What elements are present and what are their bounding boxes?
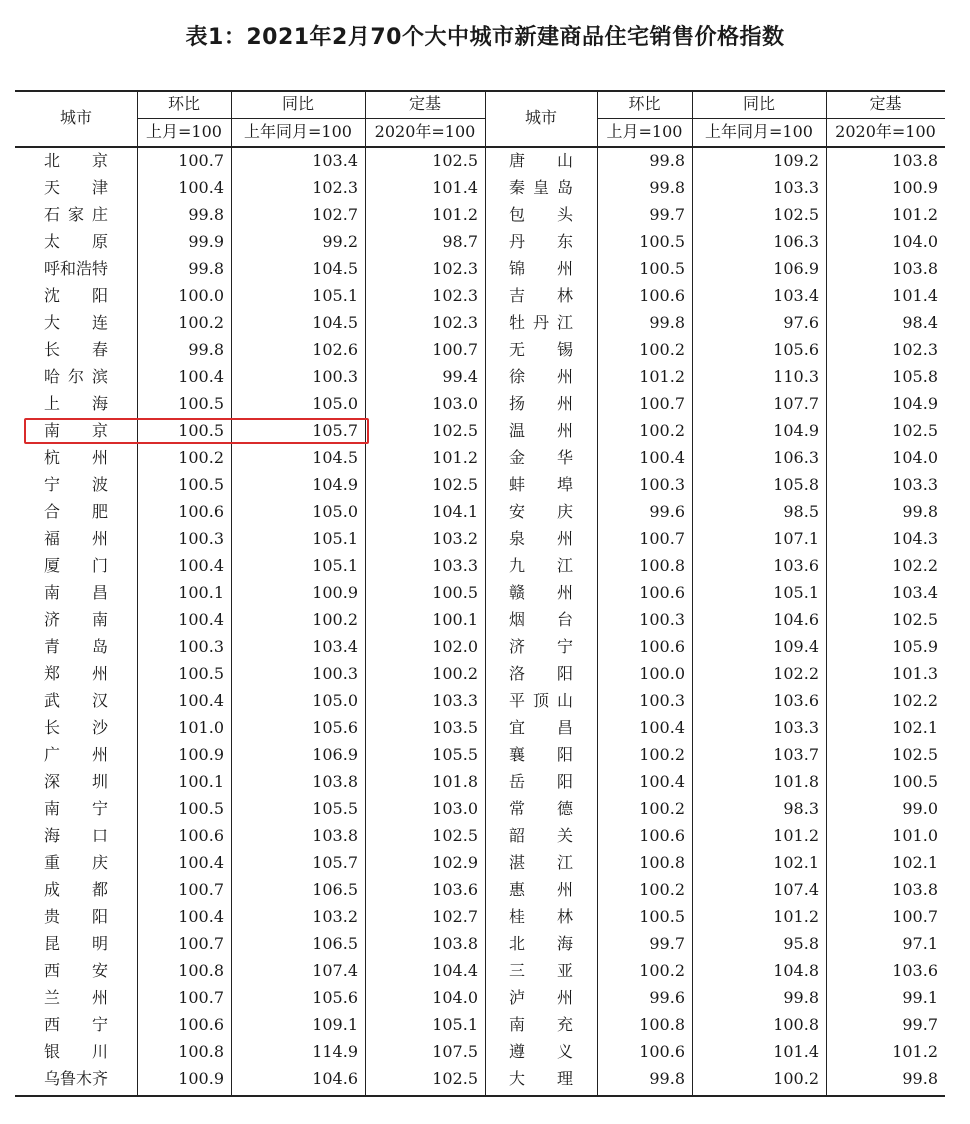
table-row-mom: 99.6 <box>649 988 685 1007</box>
table-row-city: 昆 明 <box>43 934 108 953</box>
table-row-fixed: 103.3 <box>432 556 478 575</box>
table-row-city: 兰 州 <box>43 988 108 1007</box>
header-yoy-left: 同比 <box>281 94 314 113</box>
table-row-fixed: 103.3 <box>892 475 938 494</box>
table-row-yoy: 105.1 <box>773 583 819 602</box>
table-row-fixed: 98.4 <box>902 313 938 332</box>
table-row-mom: 100.8 <box>639 556 685 575</box>
table-row-fixed: 100.7 <box>432 340 478 359</box>
table-row-city: 厦 门 <box>43 556 108 575</box>
table-row-city: 上 海 <box>43 394 108 413</box>
table-row-city: 安 庆 <box>508 502 573 521</box>
table-row-city: 襄 阳 <box>508 745 573 764</box>
table-row-yoy: 105.7 <box>312 421 358 440</box>
highlight-box <box>24 418 369 444</box>
table-row-city: 烟 台 <box>508 610 573 629</box>
table-row-yoy: 100.2 <box>773 1069 819 1088</box>
table-row-fixed: 102.7 <box>432 907 478 926</box>
table-row-city: 秦 皇 岛 <box>508 178 573 197</box>
table-row-city: 哈 尔 滨 <box>43 367 108 386</box>
header-mom-base-right: 上月=100 <box>606 122 683 141</box>
table-row-yoy: 109.4 <box>773 637 819 656</box>
table-row-mom: 100.7 <box>178 880 224 899</box>
table-row-yoy: 103.4 <box>773 286 819 305</box>
table-row-fixed: 100.5 <box>892 772 938 791</box>
table-row-yoy: 105.7 <box>312 853 358 872</box>
table-row-mom: 100.1 <box>178 583 224 602</box>
table-row-mom: 99.8 <box>649 1069 685 1088</box>
table-row-city: 西 宁 <box>43 1015 108 1034</box>
table-row-fixed: 103.5 <box>432 718 478 737</box>
table-row-mom: 100.3 <box>178 637 224 656</box>
table-row-yoy: 102.6 <box>312 340 358 359</box>
table-row-yoy: 101.4 <box>773 1042 819 1061</box>
table-row-city: 宁 波 <box>43 475 108 494</box>
table-row-mom: 100.7 <box>639 529 685 548</box>
table-row-mom: 100.9 <box>178 1069 224 1088</box>
table-row-fixed: 103.3 <box>432 691 478 710</box>
table-row-fixed: 99.0 <box>902 799 938 818</box>
table-row-city: 唐 山 <box>508 151 573 170</box>
table-row-mom: 99.7 <box>649 934 685 953</box>
table-row-fixed: 102.1 <box>892 853 938 872</box>
table-row-yoy: 109.1 <box>312 1015 358 1034</box>
table-row-fixed: 103.8 <box>432 934 478 953</box>
header-city-left: 城市 <box>59 108 92 127</box>
table-row-city: 南 京 <box>43 421 108 440</box>
table-row-city: 重 庆 <box>43 853 108 872</box>
header-mom-base-left: 上月=100 <box>146 122 222 141</box>
table-row-fixed: 101.8 <box>432 772 478 791</box>
table-row-fixed: 105.5 <box>432 745 478 764</box>
table-row-yoy: 100.2 <box>312 610 358 629</box>
table-row-mom: 100.7 <box>639 394 685 413</box>
table-row-city: 石 家 庄 <box>43 205 108 224</box>
table-row-mom: 100.0 <box>639 664 685 683</box>
table-row-fixed: 101.2 <box>892 205 938 224</box>
table-row-yoy: 106.9 <box>773 259 819 278</box>
table-row-mom: 100.2 <box>639 340 685 359</box>
table-row-city: 惠 州 <box>508 880 573 899</box>
table-row-fixed: 105.1 <box>432 1015 478 1034</box>
table-row-mom: 100.3 <box>639 475 685 494</box>
table-row-yoy: 103.2 <box>312 907 358 926</box>
table-row-fixed: 103.2 <box>432 529 478 548</box>
table-row-yoy: 105.5 <box>312 799 358 818</box>
table-row-city: 丹 东 <box>508 232 573 251</box>
table-row-fixed: 103.4 <box>892 583 938 602</box>
table-row-city: 无 锡 <box>508 340 573 359</box>
table-row-mom: 100.7 <box>178 151 224 170</box>
table-row-mom: 100.6 <box>639 286 685 305</box>
table-row-mom: 100.7 <box>178 988 224 1007</box>
table-row-yoy: 106.5 <box>312 934 358 953</box>
table-row-mom: 100.3 <box>639 691 685 710</box>
table-row-yoy: 105.0 <box>312 394 358 413</box>
table-row-fixed: 103.8 <box>892 259 938 278</box>
table-row-city: 牡 丹 江 <box>508 313 573 332</box>
table-row-yoy: 100.3 <box>312 664 358 683</box>
table-row-city: 广 州 <box>43 745 108 764</box>
table-row-city: 扬 州 <box>508 394 573 413</box>
table-row-fixed: 101.0 <box>892 826 938 845</box>
table-row-yoy: 104.5 <box>312 448 358 467</box>
table-row-yoy: 107.7 <box>773 394 819 413</box>
table-row-yoy: 107.4 <box>312 961 358 980</box>
table-row-yoy: 103.3 <box>773 178 819 197</box>
header-fixed-base-right: 2020年=100 <box>835 122 936 141</box>
table-row-city: 包 头 <box>508 205 573 224</box>
table-row-fixed: 100.1 <box>432 610 478 629</box>
header-yoy-base-right: 上年同月=100 <box>705 122 813 141</box>
table-row-fixed: 105.8 <box>892 367 938 386</box>
table-row-city: 银 川 <box>43 1042 108 1061</box>
header-fixed-left: 定基 <box>408 94 441 113</box>
table-row-yoy: 101.2 <box>773 826 819 845</box>
table-row-yoy: 100.9 <box>312 583 358 602</box>
table-row-fixed: 104.9 <box>892 394 938 413</box>
table-row-city: 济 宁 <box>508 637 573 656</box>
table-row-mom: 100.7 <box>178 934 224 953</box>
table-row-mom: 100.4 <box>178 691 224 710</box>
table-row-yoy: 100.8 <box>773 1015 819 1034</box>
table-row-fixed: 97.1 <box>902 934 938 953</box>
table-row-mom: 101.2 <box>639 367 685 386</box>
table-row-city: 西 安 <box>43 961 108 980</box>
table-row-city: 福 州 <box>43 529 108 548</box>
table-row-yoy: 103.7 <box>773 745 819 764</box>
table-row-mom: 99.9 <box>188 232 224 251</box>
table-row-city: 宜 昌 <box>508 718 573 737</box>
table-row-city: 赣 州 <box>508 583 573 602</box>
table-row-mom: 100.5 <box>178 421 224 440</box>
table-row-yoy: 107.1 <box>773 529 819 548</box>
table-row-mom: 100.6 <box>639 637 685 656</box>
table-row-fixed: 99.1 <box>902 988 938 1007</box>
table-row-yoy: 109.2 <box>773 151 819 170</box>
table-row-city: 湛 江 <box>508 853 573 872</box>
table-row-mom: 100.5 <box>639 259 685 278</box>
table-row-city: 海 口 <box>43 826 108 845</box>
table-row-mom: 100.4 <box>178 178 224 197</box>
table-row-mom: 100.5 <box>178 799 224 818</box>
table-row-fixed: 103.8 <box>892 880 938 899</box>
table-row-fixed: 104.4 <box>432 961 478 980</box>
table-row-yoy: 104.8 <box>773 961 819 980</box>
table-row-city: 金 华 <box>508 448 573 467</box>
table-row-mom: 100.2 <box>639 961 685 980</box>
table-row-mom: 99.7 <box>649 205 685 224</box>
table-row-fixed: 104.0 <box>432 988 478 1007</box>
table-row-fixed: 102.3 <box>432 313 478 332</box>
table-row-yoy: 104.5 <box>312 259 358 278</box>
table-row-fixed: 99.8 <box>902 1069 938 1088</box>
table-row-city: 北 海 <box>508 934 573 953</box>
header-fixed-right: 定基 <box>869 94 902 113</box>
rule-bottom <box>15 1095 945 1097</box>
table-row-fixed: 102.5 <box>892 610 938 629</box>
table-row-fixed: 102.5 <box>432 421 478 440</box>
table-row-yoy: 105.6 <box>312 718 358 737</box>
table-row-yoy: 103.4 <box>312 637 358 656</box>
table-row-fixed: 100.9 <box>892 178 938 197</box>
table-row-city: 桂 林 <box>508 907 573 926</box>
table-row-fixed: 102.5 <box>892 745 938 764</box>
table-row-yoy: 104.9 <box>773 421 819 440</box>
table-row-fixed: 100.7 <box>892 907 938 926</box>
table-row-yoy: 105.1 <box>312 286 358 305</box>
table-row-mom: 99.8 <box>649 151 685 170</box>
table-row-yoy: 102.3 <box>312 178 358 197</box>
table-row-yoy: 114.9 <box>312 1042 358 1061</box>
table-row-mom: 100.4 <box>178 367 224 386</box>
table-row-city: 天 津 <box>43 178 108 197</box>
table-row-fixed: 107.5 <box>432 1042 478 1061</box>
table-row-city: 长 沙 <box>43 718 108 737</box>
table-row-fixed: 98.7 <box>442 232 478 251</box>
table-row-city: 平 顶 山 <box>508 691 573 710</box>
table-row-mom: 100.8 <box>178 1042 224 1061</box>
table-row-mom: 101.0 <box>178 718 224 737</box>
table-row-yoy: 105.0 <box>312 691 358 710</box>
table-row-fixed: 99.8 <box>902 502 938 521</box>
table-row-mom: 100.6 <box>178 1015 224 1034</box>
table-row-mom: 100.8 <box>178 961 224 980</box>
table-row-mom: 100.4 <box>178 853 224 872</box>
table-row-city: 太 原 <box>43 232 108 251</box>
table-row-mom: 100.0 <box>178 286 224 305</box>
table-row-fixed: 102.2 <box>892 556 938 575</box>
table-row-fixed: 103.0 <box>432 394 478 413</box>
table-row-mom: 100.2 <box>639 421 685 440</box>
table-row-mom: 100.4 <box>639 448 685 467</box>
table-row-fixed: 102.3 <box>892 340 938 359</box>
table-row-yoy: 105.6 <box>773 340 819 359</box>
table-row-fixed: 102.5 <box>432 475 478 494</box>
table-row-city: 长 春 <box>43 340 108 359</box>
table-title: 表1：2021年2月70个大中城市新建商品住宅销售价格指数 <box>185 25 785 50</box>
table-row-yoy: 106.9 <box>312 745 358 764</box>
table-row-mom: 100.8 <box>639 853 685 872</box>
table-row-fixed: 102.5 <box>432 151 478 170</box>
table-row-yoy: 105.0 <box>312 502 358 521</box>
table-row-city: 北 京 <box>43 151 108 170</box>
table-row-mom: 100.4 <box>639 772 685 791</box>
table-row-fixed: 104.1 <box>432 502 478 521</box>
table-row-city: 常 德 <box>508 799 573 818</box>
table-row-fixed: 102.2 <box>892 691 938 710</box>
header-mom-right: 环比 <box>628 94 661 113</box>
table-row-yoy: 102.1 <box>773 853 819 872</box>
table-row-yoy: 103.6 <box>773 691 819 710</box>
table-row-mom: 100.6 <box>639 1042 685 1061</box>
table-row-city: 贵 阳 <box>43 907 108 926</box>
table-row-yoy: 104.6 <box>773 610 819 629</box>
table-row-fixed: 102.9 <box>432 853 478 872</box>
table-row-city: 呼和浩特 <box>43 259 108 278</box>
table-row-fixed: 105.9 <box>892 637 938 656</box>
table-row-fixed: 101.4 <box>432 178 478 197</box>
table-row-fixed: 104.3 <box>892 529 938 548</box>
table-row-mom: 100.8 <box>639 1015 685 1034</box>
table-row-mom: 100.6 <box>639 583 685 602</box>
table-row-yoy: 99.2 <box>322 232 358 251</box>
table-row-fixed: 103.0 <box>432 799 478 818</box>
table-row-fixed: 101.3 <box>892 664 938 683</box>
table-row-mom: 100.3 <box>178 529 224 548</box>
table-row-fixed: 102.1 <box>892 718 938 737</box>
table-row-mom: 99.6 <box>649 502 685 521</box>
table-row-yoy: 106.5 <box>312 880 358 899</box>
table-row-city: 济 南 <box>43 610 108 629</box>
table-row-city: 吉 林 <box>508 286 573 305</box>
table-row-yoy: 106.3 <box>773 232 819 251</box>
table-row-yoy: 102.7 <box>312 205 358 224</box>
table-row-yoy: 102.5 <box>773 205 819 224</box>
table-row-city: 沈 阳 <box>43 286 108 305</box>
table-row-yoy: 101.8 <box>773 772 819 791</box>
table-row-yoy: 105.6 <box>312 988 358 1007</box>
table-row-yoy: 104.9 <box>312 475 358 494</box>
table-row-yoy: 101.2 <box>773 907 819 926</box>
table-row-fixed: 104.0 <box>892 232 938 251</box>
table-row-city: 大 连 <box>43 313 108 332</box>
table-row-yoy: 98.5 <box>783 502 819 521</box>
table-row-mom: 100.4 <box>639 718 685 737</box>
table-row-yoy: 97.6 <box>783 313 819 332</box>
table-row-city: 乌鲁木齐 <box>43 1069 108 1088</box>
table-row-mom: 100.2 <box>639 745 685 764</box>
table-row-city: 泸 州 <box>508 988 573 1007</box>
table-row-fixed: 101.4 <box>892 286 938 305</box>
table-row-mom: 100.6 <box>178 502 224 521</box>
table-row-city: 深 圳 <box>43 772 108 791</box>
table-row-city: 徐 州 <box>508 367 573 386</box>
table-row-fixed: 102.5 <box>432 826 478 845</box>
header-fixed-base-left: 2020年=100 <box>374 122 476 141</box>
table-row-fixed: 103.6 <box>892 961 938 980</box>
table-row-mom: 100.5 <box>639 232 685 251</box>
header-mom-left: 环比 <box>167 94 200 113</box>
table-row-fixed: 103.8 <box>892 151 938 170</box>
table-row-yoy: 107.4 <box>773 880 819 899</box>
table-row-yoy: 106.3 <box>773 448 819 467</box>
table-row-city: 遵 义 <box>508 1042 573 1061</box>
table-row-city: 大 理 <box>508 1069 573 1088</box>
header-yoy-base-left: 上年同月=100 <box>244 122 352 141</box>
table-row-fixed: 102.5 <box>432 1069 478 1088</box>
table-row-mom: 100.1 <box>178 772 224 791</box>
table-row-mom: 100.5 <box>639 907 685 926</box>
table-row-yoy: 110.3 <box>773 367 819 386</box>
table-row-fixed: 104.0 <box>892 448 938 467</box>
table-row-mom: 100.6 <box>178 826 224 845</box>
table-row-yoy: 104.5 <box>312 313 358 332</box>
table-row-yoy: 98.3 <box>783 799 819 818</box>
table-row-fixed: 100.5 <box>432 583 478 602</box>
table-row-yoy: 103.8 <box>312 826 358 845</box>
table-row-fixed: 99.4 <box>442 367 478 386</box>
table-row-city: 锦 州 <box>508 259 573 278</box>
table-row-city: 合 肥 <box>43 502 108 521</box>
table-row-city: 蚌 埠 <box>508 475 573 494</box>
table-row-fixed: 101.2 <box>432 205 478 224</box>
table-row-city: 南 宁 <box>43 799 108 818</box>
table-row-city: 岳 阳 <box>508 772 573 791</box>
table-row-mom: 100.5 <box>178 475 224 494</box>
table-row-mom: 99.8 <box>649 178 685 197</box>
header-yoy-right: 同比 <box>742 94 775 113</box>
table-row-city: 温 州 <box>508 421 573 440</box>
table-row-city: 武 汉 <box>43 691 108 710</box>
table-row-mom: 99.8 <box>188 205 224 224</box>
table-row-yoy: 105.8 <box>773 475 819 494</box>
table-row-mom: 100.4 <box>178 610 224 629</box>
table-row-mom: 99.8 <box>649 313 685 332</box>
table-row-mom: 100.5 <box>178 664 224 683</box>
table-row-fixed: 103.6 <box>432 880 478 899</box>
table-row-city: 青 岛 <box>43 637 108 656</box>
table-row-city: 三 亚 <box>508 961 573 980</box>
table-row-yoy: 103.3 <box>773 718 819 737</box>
table-row-city: 杭 州 <box>43 448 108 467</box>
table-row-yoy: 104.6 <box>312 1069 358 1088</box>
table-row-fixed: 99.7 <box>902 1015 938 1034</box>
table-row-city: 南 昌 <box>43 583 108 602</box>
table-row-mom: 100.2 <box>178 448 224 467</box>
table-row-yoy: 102.2 <box>773 664 819 683</box>
table-row-yoy: 105.1 <box>312 556 358 575</box>
table-row-mom: 100.2 <box>639 799 685 818</box>
table-row-yoy: 95.8 <box>783 934 819 953</box>
table-row-mom: 99.8 <box>188 340 224 359</box>
table-row-fixed: 102.3 <box>432 286 478 305</box>
table-row-mom: 100.2 <box>639 880 685 899</box>
table-row-yoy: 103.6 <box>773 556 819 575</box>
table-row-city: 成 都 <box>43 880 108 899</box>
table-row-fixed: 101.2 <box>432 448 478 467</box>
table-row-fixed: 101.2 <box>892 1042 938 1061</box>
table-row-mom: 100.5 <box>178 394 224 413</box>
table-row-mom: 100.4 <box>178 907 224 926</box>
table-row-city: 洛 阳 <box>508 664 573 683</box>
table-row-city: 南 充 <box>508 1015 573 1034</box>
table-row-yoy: 103.8 <box>312 772 358 791</box>
table-row-yoy: 100.3 <box>312 367 358 386</box>
table-row-mom: 100.4 <box>178 556 224 575</box>
table-row-yoy: 105.1 <box>312 529 358 548</box>
table-row-mom: 99.8 <box>188 259 224 278</box>
table-row-city: 九 江 <box>508 556 573 575</box>
table-row-mom: 100.6 <box>639 826 685 845</box>
table-row-fixed: 102.5 <box>892 421 938 440</box>
table-row-yoy: 103.4 <box>312 151 358 170</box>
table-row-fixed: 100.2 <box>432 664 478 683</box>
price-index-table <box>15 90 945 1094</box>
table-row-fixed: 102.0 <box>432 637 478 656</box>
table-row-city: 泉 州 <box>508 529 573 548</box>
table-row-fixed: 102.3 <box>432 259 478 278</box>
table-row-city: 郑 州 <box>43 664 108 683</box>
header-city-right: 城市 <box>524 108 557 127</box>
table-row-mom: 100.2 <box>178 313 224 332</box>
table-row-city: 韶 关 <box>508 826 573 845</box>
table-row-yoy: 99.8 <box>783 988 819 1007</box>
table-row-mom: 100.3 <box>639 610 685 629</box>
table-row-mom: 100.9 <box>178 745 224 764</box>
